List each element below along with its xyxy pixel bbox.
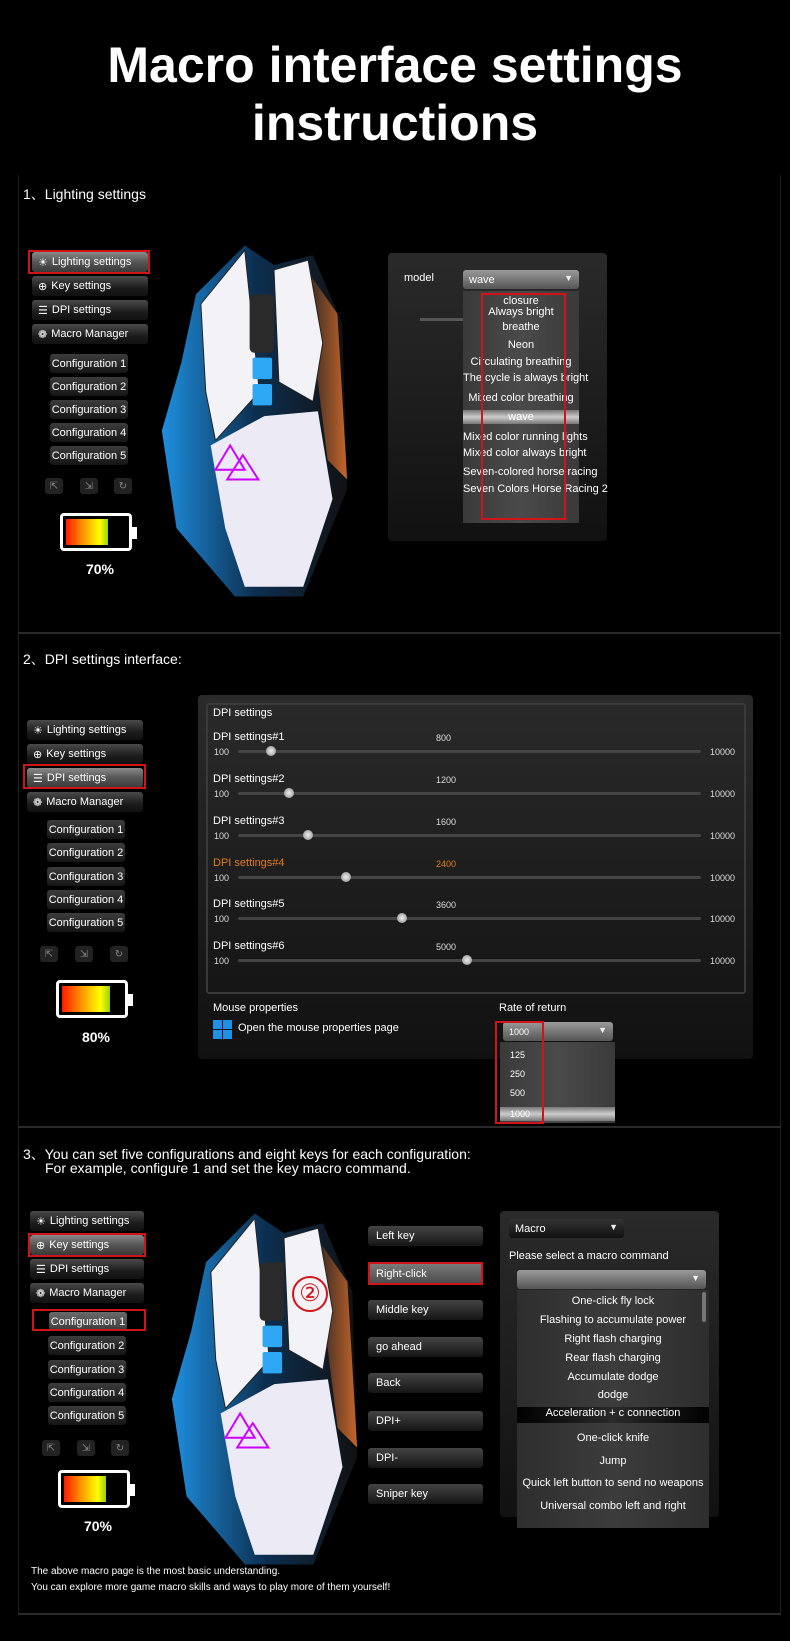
macro-option[interactable]: One-click fly lock [571, 1295, 655, 1307]
highlight-box [32, 1309, 146, 1331]
macro-option[interactable]: Rear flash charging [565, 1352, 661, 1364]
highlight-box [23, 764, 146, 789]
model-option[interactable]: Mixed color breathing [468, 392, 574, 404]
sidebar-item-lighting[interactable]: ☀ Lighting settings [30, 1211, 144, 1231]
rate-option[interactable]: 1000 [500, 1107, 615, 1121]
model-label: model [404, 272, 434, 284]
config-button-1[interactable]: Configuration 1 [50, 354, 128, 373]
macro-option[interactable]: Universal combo left and right [540, 1500, 686, 1512]
model-option[interactable]: wave [463, 410, 579, 424]
section1-heading: 1、Lighting settings [23, 186, 146, 202]
battery-percent: 70% [83, 1518, 113, 1534]
macro-option[interactable]: Accumulate dodge [567, 1371, 659, 1383]
macro-option[interactable]: Quick left button to send no weapons [522, 1477, 704, 1489]
dpi-row-value: 1200 [436, 775, 457, 785]
sidebar-item-macro[interactable]: ❁ Macro Manager [27, 792, 143, 812]
footer-line2: You can explore more game macro skills and ways to play more of them yourself! [31, 1582, 391, 1593]
key-button[interactable]: go ahead [368, 1337, 483, 1357]
dpi-row-label: DPI settings#5 [213, 898, 285, 910]
dpi-row-value: 800 [436, 733, 452, 743]
crosshair-icon: ⊕ [38, 280, 48, 293]
key-button[interactable]: DPI- [368, 1448, 483, 1468]
model-option[interactable]: Always bright [488, 306, 554, 318]
section3-heading: 3、You can set five configurations and eight keys for each configuration: [23, 1146, 471, 1162]
model-option[interactable]: Mixed color running lights [463, 431, 588, 443]
chevron-down-icon: ▼ [691, 1273, 700, 1283]
dpi-row-value: 1600 [436, 817, 457, 827]
battery-indicator [56, 980, 128, 1018]
dpi-panel-title: DPI settings [213, 707, 273, 719]
rate-dropdown[interactable]: 1000 ▼ [503, 1022, 613, 1041]
dpi-max-label: 10000 [710, 914, 736, 924]
dpi-max-label: 10000 [710, 747, 736, 757]
config-button-3[interactable]: Configuration 3 [48, 1360, 126, 1379]
sidebar-item-dpi[interactable]: ☰ DPI settings [32, 300, 148, 320]
config-button-3[interactable]: Configuration 3 [50, 400, 128, 419]
mouse-image [157, 235, 352, 607]
config-button-2[interactable]: Configuration 2 [48, 1336, 126, 1355]
page-title: Macro interface settings [107, 37, 683, 93]
key-button[interactable]: Right-click [368, 1264, 483, 1284]
macro-option[interactable]: dodge [597, 1389, 629, 1401]
crosshair-icon: ⊕ [33, 748, 43, 761]
reset-icon[interactable]: ↻ [114, 478, 132, 494]
dpi-row-label: DPI settings#3 [213, 815, 285, 827]
macro-option[interactable]: Flashing to accumulate power [539, 1314, 687, 1326]
reset-icon[interactable]: ↻ [111, 1440, 129, 1456]
model-option[interactable]: Neon [507, 339, 535, 351]
model-option[interactable]: The cycle is always bright [463, 372, 589, 384]
highlight-box [481, 293, 566, 520]
mouse-illustration [157, 235, 352, 607]
battery-indicator [58, 1470, 130, 1508]
dpi-min-label: 100 [214, 956, 230, 966]
model-option[interactable]: Mixed color always bright [463, 447, 587, 459]
config-button-1[interactable]: Configuration 1 [47, 820, 125, 839]
config-button-2[interactable]: Configuration 2 [50, 377, 128, 396]
macro-option[interactable]: One-click knife [576, 1432, 650, 1444]
slider-track [420, 318, 464, 321]
macro-option[interactable]: Jump [599, 1455, 627, 1467]
sun-icon: ☀ [38, 256, 48, 269]
sidebar-item-key[interactable]: ⊕ Key settings [27, 744, 143, 764]
macro-options-list[interactable] [517, 1290, 709, 1528]
config-button-1[interactable]: Configuration 1 [49, 1312, 127, 1331]
windows-icon [213, 1020, 232, 1039]
footer-line1: The above macro page is the most basic understanding. [31, 1566, 281, 1577]
chevron-down-icon: ▼ [564, 273, 573, 283]
config-button-5[interactable]: Configuration 5 [48, 1406, 126, 1425]
import-icon[interactable]: ⇲ [80, 478, 98, 494]
dpi-box [206, 703, 746, 994]
sun-icon: ☀ [33, 724, 43, 737]
export-icon[interactable]: ⇱ [42, 1440, 60, 1456]
battery-indicator [60, 513, 132, 551]
config-button-4[interactable]: Configuration 4 [47, 890, 125, 909]
crosshair-icon: ⊕ [36, 1239, 46, 1252]
dpi-slider-track[interactable] [238, 917, 701, 920]
dpi-slider-handle[interactable] [397, 913, 407, 923]
dpi-max-label: 10000 [710, 873, 736, 883]
dpi-slider-track[interactable] [238, 876, 701, 879]
chevron-down-icon: ▼ [609, 1222, 618, 1232]
mouse-image [167, 1189, 362, 1589]
dpi-row-label: DPI settings#2 [213, 773, 285, 785]
config-button-3[interactable]: Configuration 3 [47, 867, 125, 886]
highlight-box [495, 1021, 544, 1124]
config-button-5[interactable]: Configuration 5 [47, 913, 125, 932]
dpi-row-value: 2400 [436, 859, 457, 869]
highlight-box [28, 250, 150, 274]
rate-option[interactable]: 125 [510, 1050, 526, 1060]
section2-heading: 2、DPI settings interface: [23, 651, 182, 667]
export-icon[interactable]: ⇱ [45, 478, 63, 494]
dpi-slider-track[interactable] [238, 750, 701, 753]
battery-percent: 80% [81, 1029, 111, 1045]
key-button[interactable]: Left key [368, 1226, 483, 1246]
dpi-min-label: 100 [214, 747, 230, 757]
page-title-line2: instructions [251, 95, 539, 151]
dpi-slider-handle[interactable] [341, 872, 351, 882]
dpi-max-label: 10000 [710, 831, 736, 841]
highlight-box [368, 1262, 483, 1285]
macro-option[interactable]: Acceleration + c connection [517, 1407, 709, 1423]
macro-prompt: Please select a macro command [509, 1250, 669, 1262]
config-button-2[interactable]: Configuration 2 [47, 843, 125, 862]
sidebar-item-key[interactable]: ⊕ Key settings [32, 276, 148, 296]
mouse-illustration [167, 1189, 362, 1589]
chevron-down-icon: ▼ [598, 1025, 607, 1035]
sidebar-item-dpi[interactable]: ☰ DPI settings [27, 768, 143, 788]
gear-icon: ❁ [33, 796, 43, 809]
divider [18, 632, 781, 634]
dpi-max-label: 10000 [710, 789, 736, 799]
dpi-min-label: 100 [214, 914, 230, 924]
mouse-properties-link[interactable]: Open the mouse properties page [238, 1022, 399, 1034]
model-option[interactable]: Seven Colors Horse Racing 2 [463, 483, 608, 495]
scrollbar[interactable] [702, 1292, 706, 1322]
rate-label: Rate of return [499, 1002, 567, 1014]
config-button-5[interactable]: Configuration 5 [50, 446, 128, 465]
rate-option[interactable]: 250 [510, 1069, 526, 1079]
sun-icon: ☀ [36, 1215, 46, 1228]
divider [18, 1126, 781, 1128]
dpi-row-value: 5000 [436, 942, 457, 952]
dpi-row-label: DPI settings#6 [213, 940, 285, 952]
sidebar-item-key[interactable]: ⊕ Key settings [30, 1235, 144, 1255]
sidebar-item-lighting[interactable]: ☀ Lighting settings [32, 252, 148, 272]
config-button-4[interactable]: Configuration 4 [50, 423, 128, 442]
dpi-max-label: 10000 [710, 956, 736, 966]
sliders-icon: ☰ [33, 772, 43, 785]
step-marker: ② [292, 1276, 328, 1312]
gear-icon: ❁ [38, 328, 48, 341]
dpi-slider-handle[interactable] [266, 746, 276, 756]
key-button[interactable]: Sniper key [368, 1484, 483, 1504]
dpi-slider-track[interactable] [238, 792, 701, 795]
macro-dropdown[interactable] [517, 1270, 706, 1289]
battery-percent: 70% [85, 561, 115, 577]
sliders-icon: ☰ [38, 304, 48, 317]
config-button-4[interactable]: Configuration 4 [48, 1383, 126, 1402]
model-option[interactable]: breathe [502, 321, 540, 333]
dpi-min-label: 100 [214, 831, 230, 841]
divider [18, 1613, 781, 1615]
sliders-icon: ☰ [36, 1263, 46, 1276]
highlight-box [28, 1233, 146, 1257]
sidebar-item-macro[interactable]: ❁ Macro Manager [32, 324, 148, 344]
model-option[interactable]: closure [503, 295, 539, 307]
macro-option[interactable]: Right flash charging [564, 1333, 662, 1345]
model-dropdown[interactable]: wave ▼ [463, 270, 579, 289]
model-option[interactable]: Circulating breathing [470, 356, 572, 368]
key-button[interactable]: DPI+ [368, 1411, 483, 1431]
dpi-row-value: 3600 [436, 900, 457, 910]
key-button[interactable]: Back [368, 1373, 483, 1393]
gear-icon: ❁ [36, 1287, 46, 1300]
model-option[interactable]: Seven-colored horse racing [463, 466, 598, 478]
export-icon[interactable]: ⇱ [40, 946, 58, 962]
dpi-row-label: DPI settings#1 [213, 731, 285, 743]
rate-option[interactable]: 500 [510, 1088, 526, 1098]
sidebar-item-macro[interactable]: ❁ Macro Manager [30, 1283, 144, 1303]
reset-icon[interactable]: ↻ [110, 946, 128, 962]
dpi-row-label: DPI settings#4 [213, 857, 285, 869]
mouse-properties-label: Mouse properties [213, 1002, 298, 1014]
key-button[interactable]: Middle key [368, 1300, 483, 1320]
sidebar-item-lighting[interactable]: ☀ Lighting settings [27, 720, 143, 740]
dpi-min-label: 100 [214, 873, 230, 883]
sidebar-item-dpi[interactable]: ☰ DPI settings [30, 1259, 144, 1279]
mode-dropdown[interactable]: Macro ▼ [509, 1219, 624, 1238]
import-icon[interactable]: ⇲ [75, 946, 93, 962]
import-icon[interactable]: ⇲ [77, 1440, 95, 1456]
dpi-min-label: 100 [214, 789, 230, 799]
section3-subheading: For example, configure 1 and set the key macro command. [45, 1160, 411, 1176]
